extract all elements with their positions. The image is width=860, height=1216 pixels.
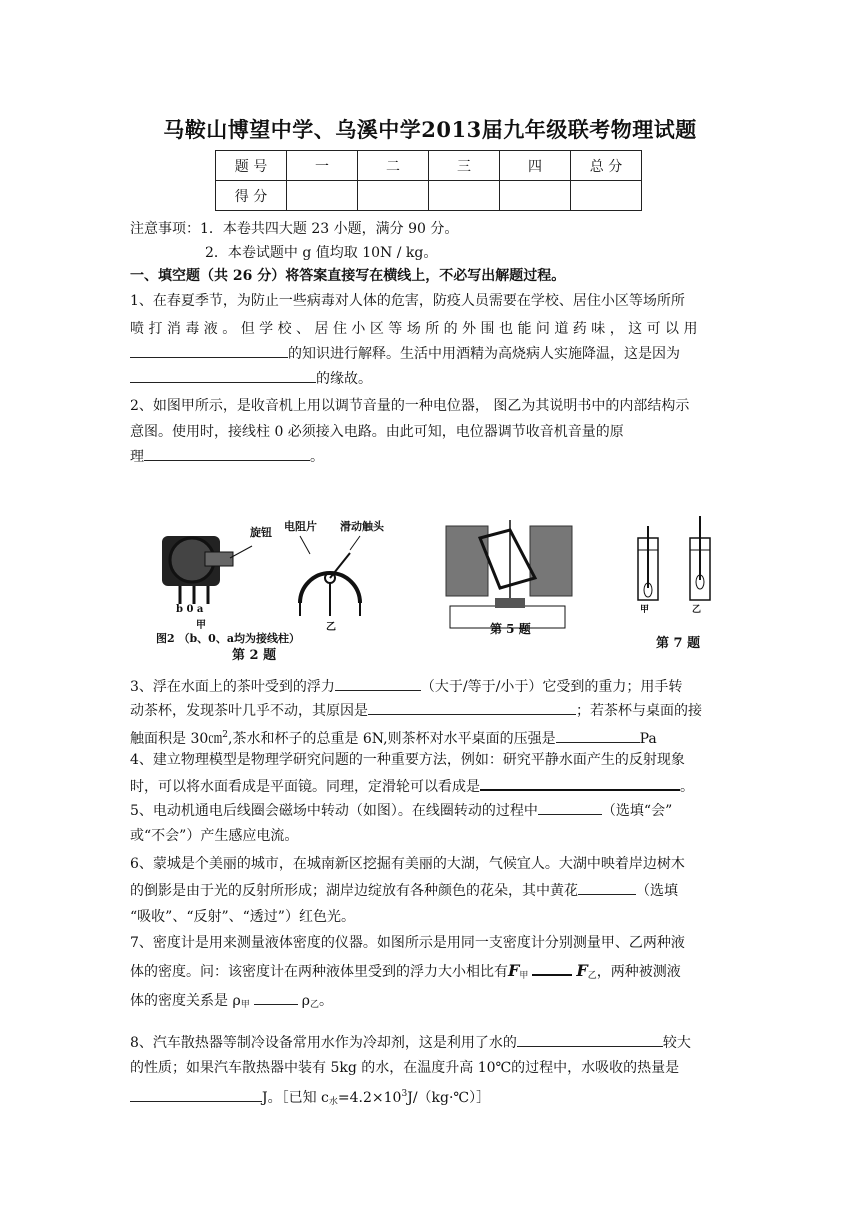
q8-line-1: 8、汽车散热器等制冷设备常用水作为冷却剂，这是利用了水的 较大 — [130, 1032, 691, 1054]
q5-blank[interactable] — [538, 800, 602, 815]
q5-line-2: 或“不会”）产生感应电流。 — [130, 828, 299, 844]
score-row-label: 得 分 — [216, 181, 287, 211]
q1-line-2: 喷 打 消 毒 液 。 但 学 校 、 居 住 小 区 等 场 所 的 外 围 也 能 问 道 药 味 ， 这 可 以 用 — [130, 321, 698, 337]
score-input-cell[interactable] — [429, 181, 500, 211]
score-cell: 题 号 — [216, 151, 287, 181]
score-table-score-row — [216, 181, 642, 211]
fig7-jia-label: 甲 — [640, 605, 650, 615]
fig7-yi-label: 乙 — [692, 605, 702, 615]
figure-strip — [150, 508, 730, 668]
score-cell: 三 — [429, 151, 500, 181]
q3-blank-1[interactable] — [335, 676, 421, 691]
q1-line-4: 的缘故。 — [130, 368, 372, 390]
q3-line-2: 动茶杯，发现茶叶几乎不动，其原因是 ；若茶杯与桌面的接 — [130, 700, 702, 722]
fig2-terminals-label: b 0 a — [176, 604, 204, 615]
note-1: 注意事项：1．本卷共四大题 23 小题，满分 90 分。 — [130, 221, 459, 237]
fig2-caption: 第 2 题 — [232, 648, 277, 663]
q3-blank-3[interactable] — [556, 728, 640, 743]
q8-line-2: 的性质；如果汽车散热器中装有 5kg 的水，在温度升高 10℃的过程中，水吸收的热量是 — [130, 1060, 680, 1076]
q3-line-3: 触面积是 30㎝$^2$,茶水和杯子的总重是 6N,则茶杯对水平桌面的压强是 Pa — [130, 730, 657, 747]
q1-line-3: 的知识进行解释。生活中用酒精为高烧病人实施降温，这是因为 — [130, 343, 680, 365]
q7-line-1: 7、密度计是用来测量液体密度的仪器。如图所示是用同一支密度计分别测量甲、乙两种液 — [130, 935, 685, 951]
score-cell: 二 — [358, 151, 429, 181]
q6-line-2: 的倒影是由于光的反射所形成；湖岸边绽放有各种颜色的花朵，其中黄花 （选填 — [130, 880, 678, 902]
fig7-hydrometers — [638, 516, 710, 600]
fig5-motor — [446, 520, 572, 628]
score-cell: 总 分 — [571, 151, 642, 181]
fig2-jia-label: 甲 — [196, 620, 206, 631]
score-table-header-row — [216, 151, 642, 181]
score-cell: 四 — [500, 151, 571, 181]
fig7-caption: 第 7 题 — [656, 636, 701, 651]
fig2-resistor-label: 电阻片 — [284, 520, 317, 533]
q7-blank-1[interactable] — [532, 960, 572, 976]
exam-title: 马鞍山博望中学、乌溪中学2013届九年级联考物理试题 — [163, 117, 697, 142]
section-1-heading: 一、填空题（共 26 分）将答案直接写在横线上，不必写出解题过程。 — [130, 268, 566, 284]
q7-line-2: 体的密度。问：该密度计在两种液体里受到的浮力大小相比有$F_甲$ $F_乙$，两种被测液 — [130, 961, 681, 981]
q6-line-3: “吸收”、“反射”、“透过”）红色光。 — [130, 909, 355, 925]
q5-line-1: 5、电动机通电后线圈会磁场中转动（如图）。在线圈转动的过程中 （选填“会” — [130, 800, 672, 822]
q8-line-3: J。［已知 $c_水=4.2\times 10^3J/(kg\cdot℃)]$ — [130, 1083, 490, 1113]
note-2: 2．本卷试题中 g 值均取 10N / kg。 — [205, 245, 438, 261]
q1-blank-2[interactable] — [130, 368, 316, 383]
q1-blank-1[interactable] — [130, 343, 288, 358]
score-table — [215, 150, 642, 211]
score-input-cell[interactable] — [500, 181, 571, 211]
fig2-yi-label: 乙 — [326, 622, 336, 633]
q4-line-1: 4、建立物理模型是物理学研究问题的一种重要方法，例如：研究平静水面产生的反射现象 — [130, 752, 685, 768]
score-input-cell[interactable] — [287, 181, 358, 211]
score-cell: 一 — [287, 151, 358, 181]
q2-line-2: 意图。使用时，接线柱 0 必须接入电路。由此可知，电位器调节收音机音量的原 — [130, 424, 624, 440]
q6-line-1: 6、蒙城是个美丽的城市，在城南新区挖掘有美丽的大湖，气候宜人。大湖中映着岸边树木 — [130, 856, 685, 872]
q3-blank-2[interactable] — [368, 700, 576, 715]
q7-blank-2[interactable] — [254, 990, 298, 1005]
q4-line-2: 时，可以将水面看成是平面镜。同理，定滑轮可以看成是 。 — [130, 775, 694, 798]
q4-blank[interactable] — [480, 775, 680, 791]
fig2-small-caption: 图2 （b、0、a均为接线柱） — [156, 632, 300, 645]
q2-blank[interactable] — [144, 446, 310, 461]
score-input-cell[interactable] — [358, 181, 429, 211]
q7-line-3: 体的密度关系是 $\rho_甲$ $\rho_乙$。 — [130, 990, 333, 1016]
q1-line-1: 1、在春夏季节，为防止一些病毒对人体的危害，防疫人员需要在学校、居住小区等场所所 — [130, 293, 685, 309]
score-input-cell[interactable] — [571, 181, 642, 211]
fig2-potentiometer-photo — [162, 536, 252, 604]
q6-blank[interactable] — [578, 880, 636, 895]
fig2-rotary-label: 旋钮 — [250, 526, 272, 539]
fig2-slider-label: 滑动触头 — [340, 520, 384, 533]
q8-blank-1[interactable] — [517, 1032, 663, 1047]
fig5-caption: 第 5 题 — [490, 622, 531, 636]
q8-blank-2[interactable] — [130, 1087, 262, 1102]
q2-line-3: 理 。 — [130, 446, 324, 468]
q2-line-1: 2、如图甲所示，是收音机上用以调节音量的一种电位器， 图乙为其说明书中的内部结构示 — [130, 398, 690, 414]
q3-line-1: 3、浮在水面上的茶叶受到的浮力 （大于/等于/小于）它受到的重力；用手转 — [130, 676, 682, 698]
fig2-schematic — [300, 536, 360, 616]
